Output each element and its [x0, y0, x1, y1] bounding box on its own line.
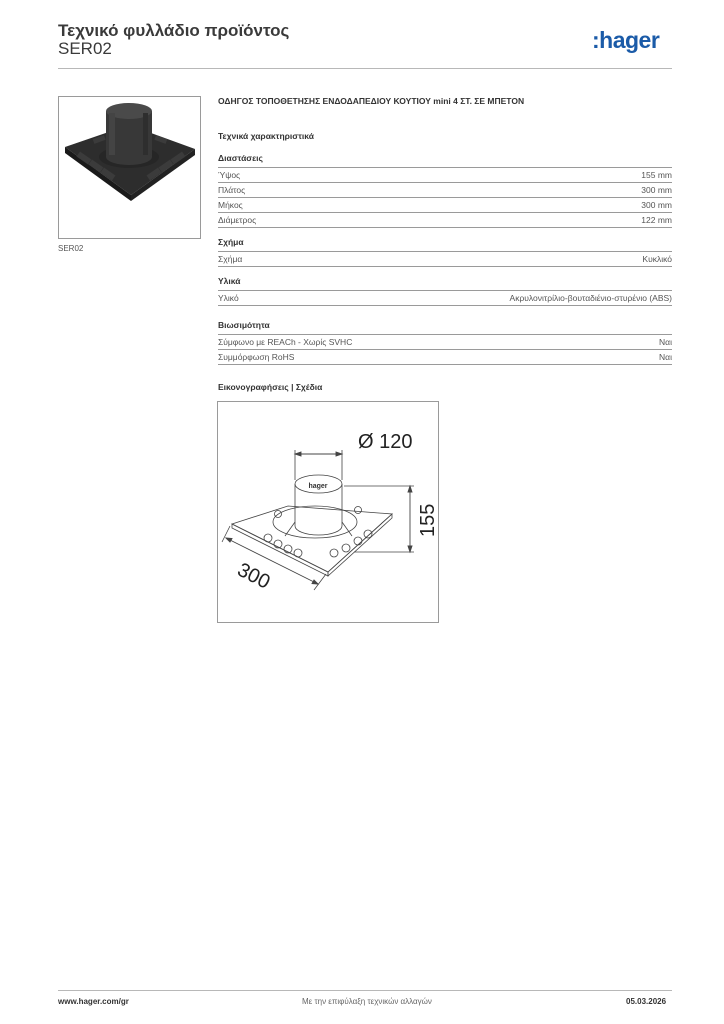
- spec-label: Σχήμα: [218, 254, 243, 264]
- product-title: ΟΔΗΓΟΣ ΤΟΠΟΘΕΤΗΣΗΣ ΕΝΔΟΔΑΠΕΔΙΟΥ ΚΟΥΤΙΟΥ mini 4 ΣΤ. ΣΕ ΜΠΕΤΟΝ: [218, 96, 525, 106]
- spec-row: [218, 349, 672, 365]
- specs-heading: Τεχνικά χαρακτηριστικά: [218, 131, 314, 141]
- spec-content: [218, 96, 672, 392]
- spec-value: Ναι: [659, 352, 672, 362]
- spec-label: Σύμφωνο με REACh - Χωρίς SVHC: [218, 337, 353, 347]
- section-title: Υλικά: [218, 276, 241, 286]
- logo-text: hager: [599, 27, 660, 53]
- spec-value: Κυκλικό: [642, 254, 672, 264]
- side-label: 300: [233, 558, 274, 594]
- section-shape: [218, 237, 672, 267]
- spec-label: Ύψος: [218, 170, 241, 180]
- spec-row: [218, 182, 672, 197]
- spec-row: [218, 290, 672, 306]
- spec-row: [218, 212, 672, 228]
- spec-label: Διάμετρος: [218, 215, 257, 225]
- drawing-brand-mark: hager: [308, 483, 328, 490]
- spec-value: 300 mm: [641, 200, 672, 210]
- spec-label: Συμμόρφωση RoHS: [218, 352, 295, 362]
- footer-website-link[interactable]: www.hager.com/gr: [58, 997, 129, 1006]
- page-title: Τεχνικό φυλλάδιο προϊόντος: [58, 21, 290, 40]
- header-divider: [58, 68, 672, 69]
- spec-row: [218, 334, 672, 349]
- hager-logo: :hager: [592, 27, 660, 53]
- spec-value: 155 mm: [641, 170, 672, 180]
- spec-value: Ναι: [659, 337, 672, 347]
- height-label: 155: [417, 503, 438, 537]
- spec-row: [218, 167, 672, 182]
- drawings-heading: Εικονογραφήσεις | Σχέδια: [218, 382, 323, 392]
- spec-row: [218, 197, 672, 212]
- spec-label: Υλικό: [218, 293, 239, 303]
- spec-label: Πλάτος: [218, 185, 246, 195]
- product-code: SER02: [58, 39, 112, 58]
- section-sustainability: [218, 320, 672, 365]
- footer-divider: [58, 990, 672, 991]
- section-dimensions: [218, 153, 672, 228]
- spec-value: Ακρυλονιτρίλιο-βουταδιένιο-στυρένιο (ABS): [509, 293, 672, 303]
- section-title: Σχήμα: [218, 237, 244, 247]
- spec-row: [218, 251, 672, 267]
- product-photo-illustration: [59, 97, 200, 238]
- technical-drawing: [217, 401, 439, 623]
- section-title: Διαστάσεις: [218, 153, 263, 163]
- photo-caption: SER02: [58, 244, 84, 253]
- footer-date: 05.03.2026: [626, 997, 667, 1006]
- section-materials: [218, 276, 672, 306]
- product-photo: [58, 96, 201, 239]
- diameter-label: Ø 120: [358, 431, 413, 453]
- spec-value: 122 mm: [641, 215, 672, 225]
- dimension-drawing: [218, 402, 438, 622]
- footer-notice: Με την επιφύλαξη τεχνικών αλλαγών: [302, 997, 432, 1006]
- section-title: Βιωσιμότητα: [218, 320, 270, 330]
- spec-value: 300 mm: [641, 185, 672, 195]
- spec-label: Μήκος: [218, 200, 243, 210]
